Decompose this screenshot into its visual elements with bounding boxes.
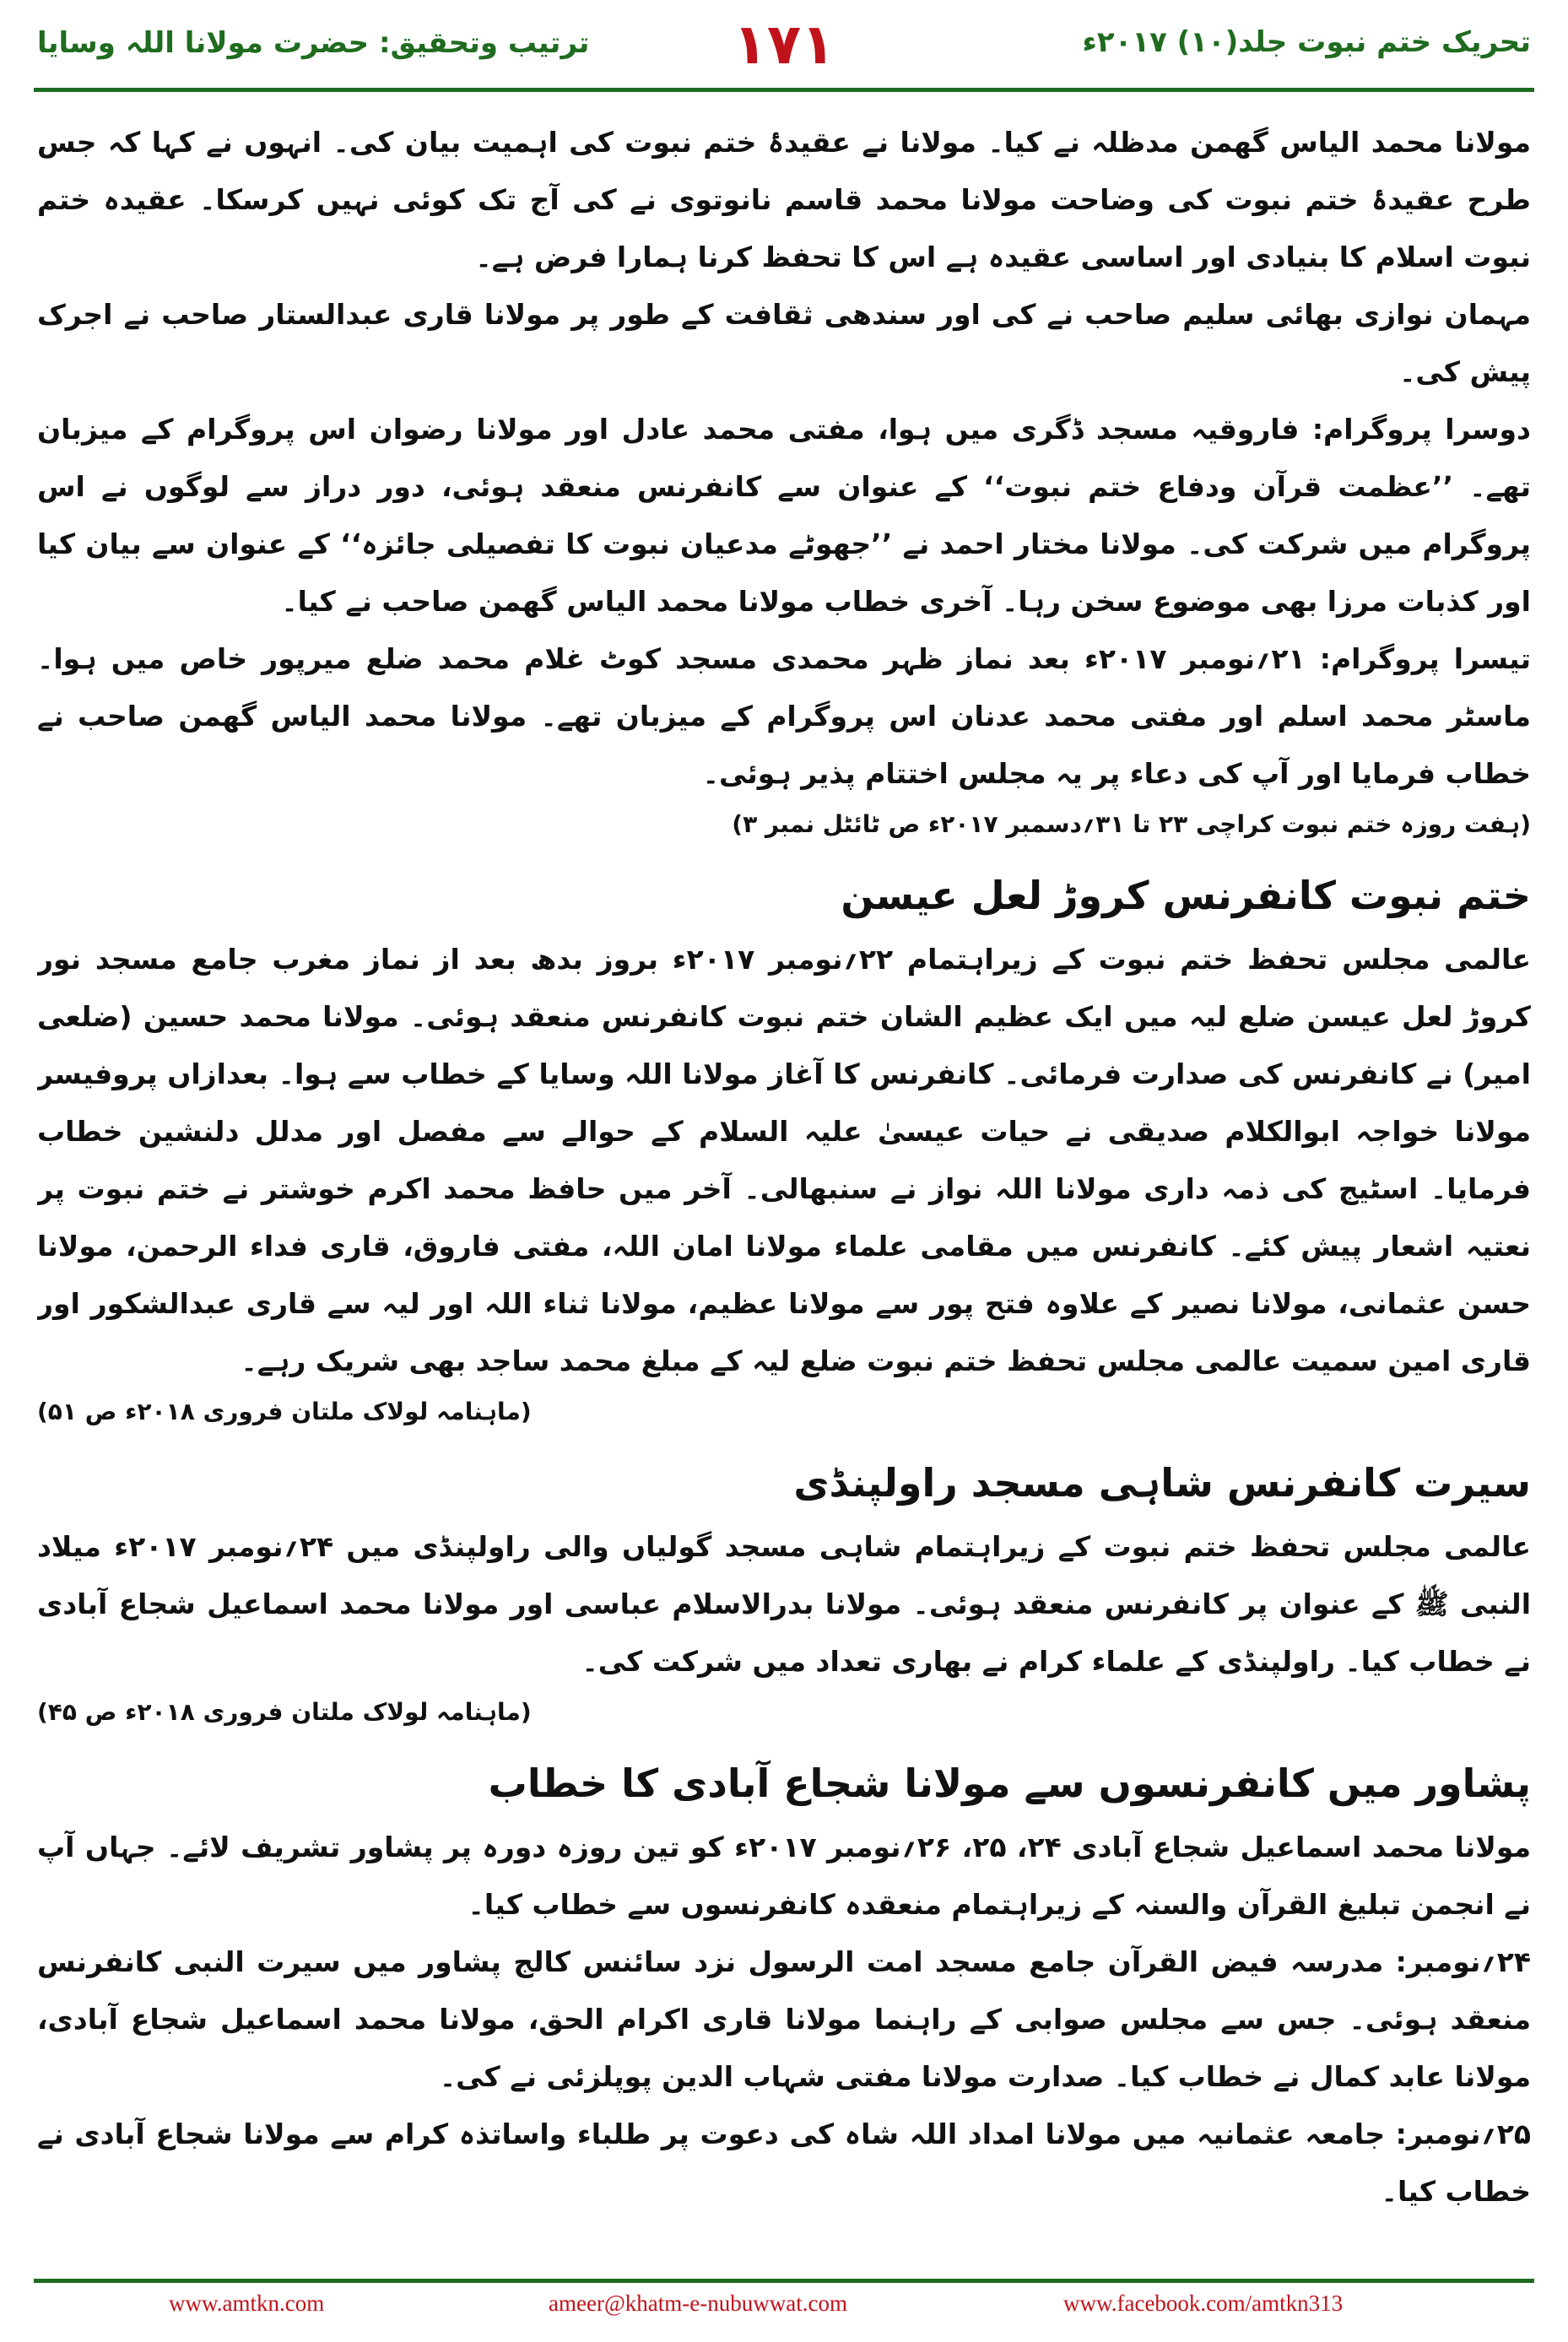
section-heading-peshawar: پشاور میں کانفرنسوں سے مولانا شجاع آبادی کا خطاب — [488, 1761, 1531, 1806]
paragraph-4: تیسرا پروگرام: ۲۱؍نومبر ۲۰۱۷ء بعد نماز ظہر محمدی مسجد کوٹ غلام محمد ضلع میرپور خاص میں ہوا۔ ماسٹر محمد اسلم اور مفتی محمد عدنان اس پروگرام کے میزبان تھے۔ مولانا محمد الیاس گھمن صاحب نے خطاب فرمایا اور آپ کی دعاء پر یہ مجلس اختتام پذیر ہوئی۔ — [37, 642, 1531, 790]
email-link[interactable]: ameer@khatm-e-nubuwwat.com — [549, 2291, 847, 2316]
citation-2: (ماہنامہ لولاک ملتان فروری ۲۰۱۸ء ص ۵۱) — [37, 1398, 532, 1425]
paragraph-3: دوسرا پروگرام: فاروقیہ مسجد ڈگری میں ہوا، مفتی محمد عادل اور مولانا رضوان اس پروگرام کے میزبان تھے۔ ’’عظمت قرآن ودفاع ختم نبوت‘‘ کے عنوان سے کانفرنس منعقد ہوئی، دور دراز سے لوگوں نے اس پروگرام میں شرکت کی۔ مولانا مختار احمد نے ’’جھوٹے مدعیان نبوت کا تفصیلی جائزہ‘‘ کے عنوان سے بیان کیا اور کذبات مرزا بھی موضوع سخن رہا۔ آخری خطاب مولانا محمد الیاس گھمن صاحب نے کیا۔ — [37, 413, 1531, 618]
header-book-title: تحریک ختم نبوت جلد(۱۰) ۲۰۱۷ء — [1082, 25, 1531, 59]
paragraph-5: عالمی مجلس تحفظ ختم نبوت کے زیراہتمام ۲۲؍نومبر ۲۰۱۷ء بروز بدھ بعد از نماز مغرب جامع مسجد نور کروڑ لعل عیسن ضلع لیہ میں ایک عظیم الشان ختم نبوت کانفرنس منعقد ہوئی۔ مولانا محمد حسین (ضلعی امیر) نے کانفرنس کی صدارت فرمائی۔ کانفرنس کا آغاز مولانا اللہ وسایا کے خطاب سے ہوا۔ بعدازاں پروفیسر مولانا خواجہ ابوالکلام صدیقی نے حیات عیسیٰ علیہ السلام کے حوالے سے مفصل اور مدلل دلنشین خطاب فرمایا۔ اسٹیج کی ذمہ داری مولانا اللہ نواز نے سنبھالی۔ آخر میں حافظ محمد اکرم خوشتر نے ختم نبوت پر نعتیہ اشعار پیش کئے۔ کانفرنس میں مقامی علماء مولانا امان اللہ، مفتی فاروق، قاری فداء الرحمن، مولانا حسن عثمانی، مولانا نصیر کے علاوہ فتح پور سے مولانا عظیم، مولانا ثناء اللہ اور لیہ سے قاری عبدالشکور اور قاری امین سمیت عالمی مجلس تحفظ ختم نبوت ضلع لیہ کے مبلغ محمد ساجد بھی شریک رہے۔ — [37, 943, 1531, 1377]
page-footer — [0, 2279, 1568, 2342]
page-number: ۱۷۱ — [733, 12, 835, 77]
page-body — [37, 114, 1531, 2262]
section-heading-karor-lal-esan: ختم نبوت کانفرنس کروڑ لعل عیسن — [841, 873, 1531, 918]
footer-divider — [34, 2279, 1534, 2283]
page-header — [0, 0, 1568, 93]
paragraph-6: عالمی مجلس تحفظ ختم نبوت کے زیراہتمام شاہی مسجد گولیاں والی راولپنڈی میں ۲۴؍نومبر ۲۰۱۷ء میلاد النبی ﷺ کے عنوان پر کانفرنس منعقد ہوئی۔ مولانا بدرالاسلام عباسی اور مولانا محمد اسماعیل شجاع آبادی نے خطاب کیا۔ راولپنڈی کے علماء کرام نے بھاری تعداد میں شرکت کی۔ — [37, 1530, 1531, 1678]
paragraph-7: مولانا محمد اسماعیل شجاع آبادی ۲۴، ۲۵، ۲۶؍نومبر ۲۰۱۷ء کو تین روزہ دورہ پر پشاور تشریف لائے۔ جہاں آپ نے انجمن تبلیغ القرآن والسنہ کے زیراہتمام منعقدہ کانفرنسوں سے خطاب کیا۔ — [37, 1831, 1531, 1921]
citation-3: (ماہنامہ لولاک ملتان فروری ۲۰۱۸ء ص ۴۵) — [37, 1698, 532, 1726]
facebook-link[interactable]: www.facebook.com/amtkn313 — [1063, 2291, 1344, 2316]
citation-1: (ہفت روزہ ختم نبوت کراچی ۲۳ تا ۳۱؍دسمبر ۲۰۱۷ء ص ٹائٹل نمبر ۳) — [732, 810, 1531, 838]
website-link[interactable]: www.amtkn.com — [169, 2291, 325, 2316]
paragraph-8: ۲۴؍نومبر: مدرسہ فیض القرآن جامع مسجد امت الرسول نزد سائنس کالج پشاور میں سیرت النبی کانفرنس منعقد ہوئی۔ جس سے مجلس صوابی کے راہنما مولانا قاری اکرام الحق، مولانا محمد اسماعیل شجاع آبادی، مولانا عابد کمال نے خطاب کیا۔ صدارت مولانا مفتی شہاب الدین پوپلزئی نے کی۔ — [37, 1945, 1531, 2093]
paragraph-1: مولانا محمد الیاس گھمن مدظلہ نے کیا۔ مولانا نے عقیدۂ ختم نبوت کی اہمیت بیان کی۔ انہوں نے کہا کہ جس طرح عقیدۂ ختم نبوت کی وضاحت مولانا محمد قاسم نانوتوی نے کی آج تک کوئی نہیں کرسکا۔ عقیدہ ختم نبوت اسلام کا بنیادی اور اساسی عقیدہ ہے اس کا تحفظ کرنا ہمارا فرض ہے۔ — [37, 126, 1531, 273]
paragraph-9: ۲۵؍نومبر: جامعہ عثمانیہ میں مولانا امداد اللہ شاہ کی دعوت پر طلباء واساتذہ کرام سے مولانا شجاع آبادی نے خطاب کیا۔ — [37, 2118, 1531, 2208]
header-compiler: ترتیب وتحقیق: حضرت مولانا اللہ وسایا — [37, 26, 590, 60]
section-heading-rawalpindi: سیرت کانفرنس شاہی مسجد راولپنڈی — [793, 1460, 1531, 1506]
paragraph-2: مہمان نوازی بھائی سلیم صاحب نے کی اور سندھی ثقافت کے طور پر مولانا قاری عبدالستار صاحب نے اجرک پیش کی۔ — [37, 298, 1531, 388]
header-divider — [34, 88, 1534, 92]
